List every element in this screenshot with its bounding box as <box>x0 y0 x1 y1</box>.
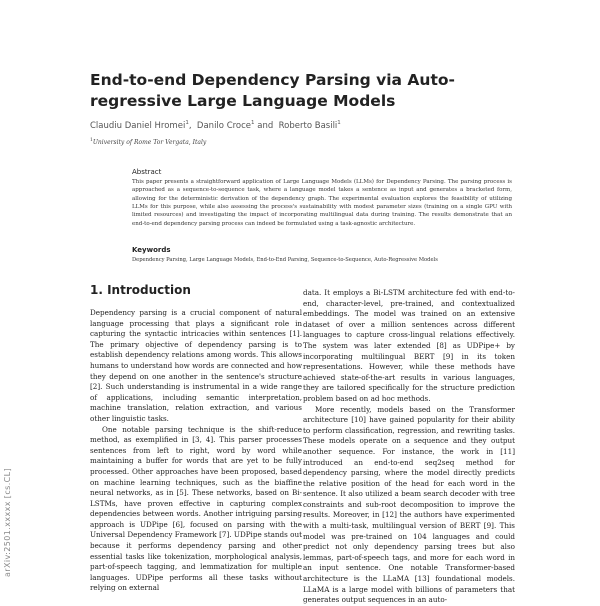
author-affiliation-mark: 1 <box>337 120 341 126</box>
body-paragraph: data. It employs a Bi-LSTM architecture fed with end-to-end, character-level, pre-trained, and contextualized embeddings. The model was trained on an extensive dataset of over a million sentences across different languages to capture cross-lingual relations effectively. The system was later extended [8] as UDPipe+ by incorporating multilingual BERT [9] in its token representations. However, while these methods have achieved state-of-the-art results in various languages, they are tailored specifically for the structure prediction problem based on ad hoc methods. <box>303 288 515 403</box>
affiliation-text: University of Rome Tor Vergata, Italy <box>92 139 207 146</box>
body-paragraph: More recently, models based on the Transformer architecture [10] have gained popularity for their ability to perform classification, regression, and rewriting tasks. These models operate on a sequence and they output another sequence. For instance, the work in [11] introduced an end-to-end seq2seq method for dependency parsing, where the model directly predicts the relative position of the head for each word in the sentence. It also utilized a beam search decoder with tree constraints and sub-root decomposition to improve the results. Moreover, in [12] the authors have experimented with a multi-task, multilingual version of BERT [9]. This model was pre-trained on 104 languages and could predict not only dependency parsing trees but also lemmas, part-of-speech tags, and more for each word in an input sentence. One notable Transformer-based architecture is the LLaMA [13] foundational models. LLaMA is a large model with billions of parameters that generates output sequences in an auto- <box>303 404 515 605</box>
keywords-heading: Keywords <box>132 246 171 254</box>
paper-title: End-to-end Dependency Parsing via Auto-regressive Large Language Models <box>90 71 455 110</box>
author-name: Danilo Croce <box>196 120 252 131</box>
affiliation-number: 1 <box>90 138 93 143</box>
keywords-text: Dependency Parsing, Large Language Models, End-to-End Parsing, Sequence-to-Sequence, Auto-Regressive Models <box>132 257 438 263</box>
right-column <box>303 288 515 606</box>
abstract-text: This paper presents a straightforward application of Large Language Models (LLMs) for Dependency Parsing. The parsing process is approached as a sequence-to-sequence task, where a language model takes a sentence as input and generates a bracketed form, allowing for the deterministic derivation of the dependency graph. The experimental evaluation explores the feasibility of utilizing LLMs for this purpose, while also assessing the process's sustainability with modest parameter sizes (training on a single GPU with limited resources) and investigating the impact of incorporating multilingual data during training. The results demonstrate that an end-to-end dependency parsing process can indeed be formulated using a task-agnostic architecture. <box>132 179 512 227</box>
body-paragraph: Dependency parsing is a crucial component of natural language processing that plays a significant role in capturing the syntactic intricacies within sentences [1]. The primary objective of dependency parsing is to establish dependency relations among words. This allows humans to understand how words are connected and how they depend on one another in the sentence's structure [2]. Such understanding is instrumental in a wide range of applications, including semantic interpretation, machine translation, relation extraction, and various other linguistic tasks. <box>90 308 302 423</box>
author-affiliation-mark: 1 <box>251 120 255 126</box>
author-name: Claudiu Daniel Hromei <box>90 120 186 131</box>
abstract-heading: Abstract <box>132 168 162 176</box>
section-heading: 1. Introduction <box>90 283 191 297</box>
abstract-block <box>132 168 512 228</box>
author-list: Claudiu Daniel Hromei$^1$, Danilo Croce$^1$ and Roberto Basili$^1$ <box>90 120 341 131</box>
author-name: Roberto Basili <box>278 120 338 131</box>
arxiv-side-label: arXiv:2501.xxxxx [cs.CL] <box>3 468 12 577</box>
affiliation <box>90 138 206 146</box>
body-paragraph: One notable parsing technique is the shift-reduce method, as exemplified in [3, 4]. This parser processes sentences from left to right, word by word while maintaining a buffer for words that are yet to be fully processed. Other approaches have been proposed, based on machine learning techniques, such as the biaffine neural networks, as in [5]. These networks, based on Bi-LSTMs, have proven effective in capturing complex dependencies between words. Another intriguing parsing approach is UDPipe [6], focused on parsing with the Universal Dependency Framework [7]. UDPipe stands out because it performs dependency parsing and other essential tasks like tokenization, morphological analysis, part-of-speech tagging, and lemmatization for multiple languages. UDPipe performs all these tasks without relying on external <box>90 424 302 593</box>
author-affiliation-mark: 1 <box>185 120 189 126</box>
keywords-block <box>132 246 512 264</box>
left-column <box>90 308 302 594</box>
